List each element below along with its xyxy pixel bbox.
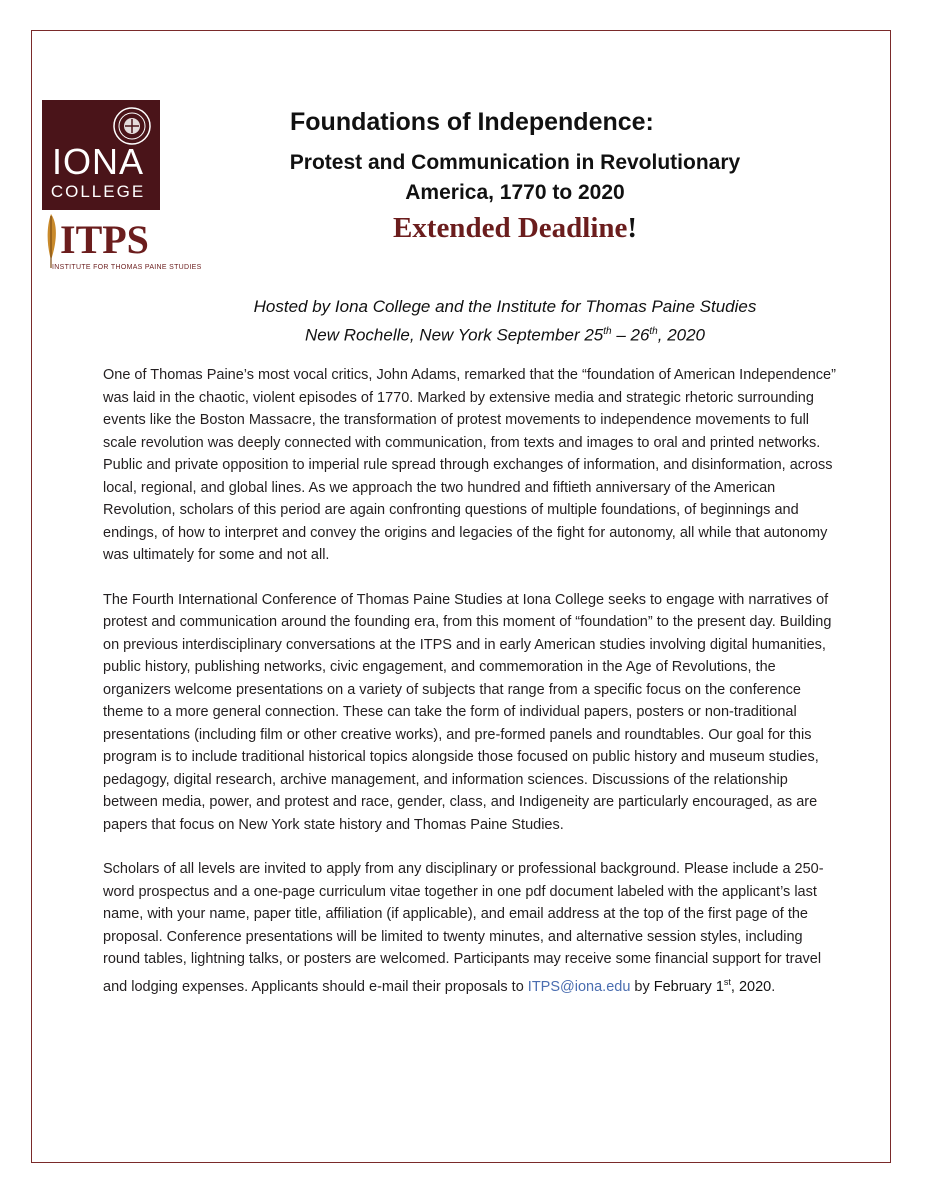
paragraph-intro: One of Thomas Paine’s most vocal critics, John Adams, remarked that the “foundation of American Independence” was laid in the chaotic, violent episodes of 1770. Marked by extensive media and strategic rhetoric surrounding events like the Boston Massacre, the transformation of protest movements to independence movements to full scale revolution was deeply connected with communication, from texts and images to oral and printed networks. Public and private opposition to imperial rule spread through exchanges of information, and disinformation, across local, regional, and global lines. As we approach the two hundred and fiftieth anniversary of the American Revolution, scholars of this period are again confronting questions of multiple foundations, of beginnings and endings, of how to interpret and convey the origins and legacies of the fight for autonomy, all while that autonomy was ultimately for some and not all. — [103, 367, 836, 563]
extended-deadline-heading — [255, 212, 775, 245]
exclamation: ! — [627, 212, 638, 244]
date-range-end: – 26 — [611, 325, 650, 345]
date-year: , 2020 — [657, 325, 706, 345]
submission-text: Scholars of all levels are invited to apply from any disciplinary or professional background. Please include a 250-word prospectus and a one-page curriculum vitae together in one pdf document labeled with the applicant’s last name, with your name, paper title, affiliation (if applicable), and email address at the top of the first page of the proposal. Conference presentations will be limited to twenty minutes, and alternative session styles, including round tables, lightning talks, or posters are welcomed. Participants may receive some financial support for travel and lodging expenses. Applicants should e-mail their proposals to — [103, 861, 824, 995]
iona-college-logo — [42, 100, 160, 210]
paragraph-submission — [103, 858, 843, 998]
page-subtitle — [255, 148, 775, 208]
hosted-info — [200, 294, 810, 348]
subtitle-line-1: Protest and Communication in Revolutionary — [289, 151, 741, 174]
seal-icon — [112, 106, 152, 146]
iona-college-text: COLLEGE — [50, 182, 146, 201]
itps-subtitle: INSTITUTE FOR THOMAS PAINE STUDIES — [52, 264, 202, 271]
deadline-suffix: st — [723, 976, 731, 987]
date-suffix-2: th — [649, 326, 658, 337]
date-suffix-1: th — [603, 326, 612, 337]
itps-wordmark: ITPS — [60, 217, 149, 262]
subtitle-line-2: America, 1770 to 2020 — [405, 181, 625, 204]
iona-wordmark: IONA — [51, 141, 144, 182]
deadline-date: February 1 — [653, 978, 724, 995]
hosted-line-2 — [200, 319, 810, 348]
itps-logo — [42, 212, 202, 276]
extended-deadline-text: Extended Deadline — [392, 212, 628, 244]
deadline-year: , 2020 — [730, 978, 772, 995]
by-text: by — [630, 978, 654, 995]
email-link[interactable]: ITPS@iona.edu — [527, 978, 631, 995]
closing-period: . — [771, 978, 776, 995]
quill-icon — [42, 212, 60, 270]
location-date-start: New Rochelle, New York September 25 — [304, 325, 604, 345]
hosted-line-1: Hosted by Iona College and the Institute for Thomas Paine Studies — [253, 297, 757, 316]
page-title: Foundations of Independence: — [290, 108, 654, 136]
call-for-papers-body — [103, 364, 843, 1020]
paragraph-conference: The Fourth International Conference of Thomas Paine Studies at Iona College seeks to engage with narratives of protest and communication around the founding era, from this moment of “foundation” to the present day. Building on previous interdisciplinary conversations at the ITPS and in early American studies involving digital humanities, public history, publishing networks, civic engagement, and commemoration in the Age of Revolutions, the organizers welcome presentations on a variety of subjects that range from a specific focus on the conference theme to a more general connection. These can take the form of individual papers, posters or non-traditional presentations (including film or other creative works), and pre-formed panels and roundtables. Our goal for this program is to include traditional historical topics alongside those focused on public history and museum studies, pedagogy, digital research, archive management, and information sciences. Discussions of the relationship between media, power, and protest and race, gender, class, and Indigeneity are particularly encouraged, as are papers that focus on New York state history and Thomas Paine Studies. — [103, 591, 832, 833]
